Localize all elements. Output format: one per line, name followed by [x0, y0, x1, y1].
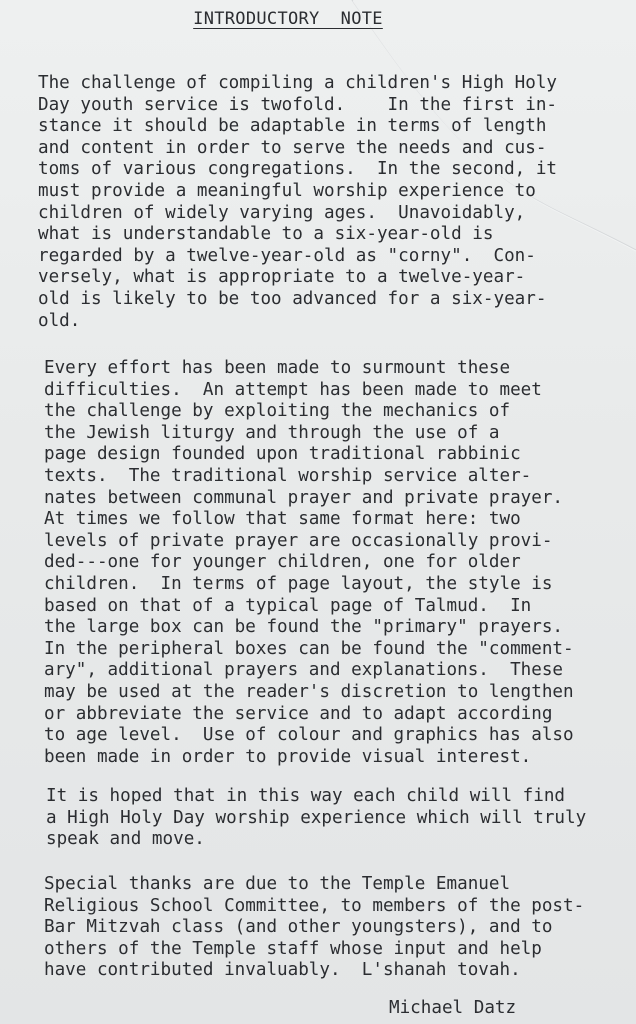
paragraph-approach: Every effort has been made to surmount these difficulties. An attempt has been made to meet the challenge by exploiting the mechanics of the Jewish liturgy and through the use of a page design founded upon traditional rabbinic texts. The traditional worship service alter- nates between communal prayer and private prayer. At times we follow that same format here: two levels of private prayer are occasionally provi- ded---one for younger children, one for older children. In terms of page layout, the style is based on that of a typical page of Talmud. In the large box can be found the "primary" prayers. In the peripheral boxes can be found the "comment- ary", additional prayers and explanations. These may be used at the reader's discretion to lengthen or abbreviate the service and to adapt according to age level. Use of colour and graphics has also been made in order to provide visual interest.	[44, 358, 574, 767]
paragraph-hope: It is hoped that in this way each child will find a High Holy Day worship experience which will truly speak and move.	[46, 786, 587, 850]
document-title: INTRODUCTORY NOTE	[193, 9, 383, 29]
paragraph-thanks: Special thanks are due to the Temple Emanuel Religious School Committee, to members of the post- Bar Mitzvah class (and other youngsters), and to others of the Temple staff whose input and help have contributed invaluably. L'shanah tovah.	[44, 874, 585, 981]
paragraph-introduction: The challenge of compiling a children's High Holy Day youth service is twofold. In the first in- stance it should be adaptable in terms of length and content in order to serve the needs and cus- toms of various congregations. In the second, it must provide a meaningful worship experience to children of widely varying ages. Unavoidably, what is understandable to a six-year-old is regarded by a twelve-year-old as "corny". Con- versely, what is appropriate to a twelve-year- old is likely to be too advanced for a six-year- old.	[38, 73, 558, 331]
author-signature: Michael Datz	[389, 998, 517, 1018]
